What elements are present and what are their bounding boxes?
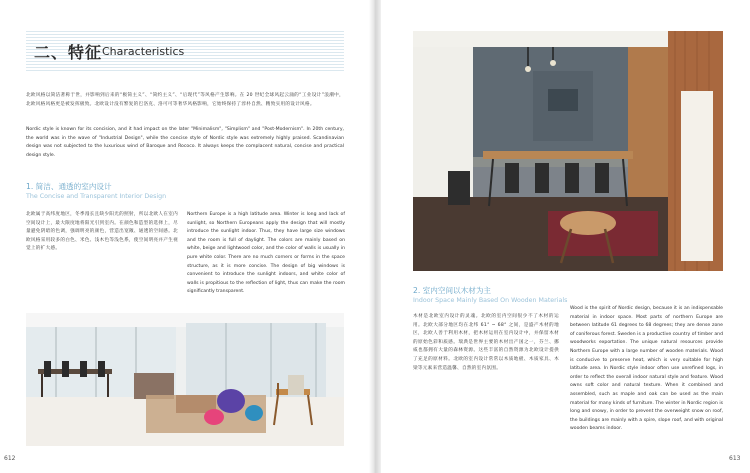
chapter-heading: [26, 31, 344, 73]
page-number-left: 612: [4, 455, 16, 462]
section2-text-cn: 木材是北欧室内设计的灵魂。北欧的室内空间很少不了木材的运用。北欧大部分地区均在北纬 61° ~ 68° 之间，是盛产木材的地区，北欧人善于利用木材，把木材运用在室内设计中，并保留木材的原始色彩和质感。瑞典是世界主要的木材出产国之一，芬兰、挪威也都拥有大量的森林资源。这些丰富的自然资源为北欧设计提供了充足的原材料。北欧的室内设计常常以木质地板、木质家具、木梁等元素来营造温馨、自然的室内氛围。: [413, 314, 559, 371]
chapter-heading-cn: 二、特征: [34, 43, 103, 62]
section1-subtitle: The Concise and Transparent Interior Design: [26, 193, 167, 200]
chapter-heading-en: Characteristics: [102, 45, 185, 58]
section1-text-cn: 北欧属于高纬度地区，冬季漫长且缺少阳光的照射，所以北欧人在室内空间设计上，最大限度地将阳光引到室内。在颜色和造型的选择上，尽量避免阴暗的色调，强调明亮的颜色，营造出宽敞、通透的空间感。北欧风格采用较多的白色、米色、浅木色等浅色系，使空间明亮并产生视觉上的扩大感。: [26, 212, 178, 252]
right-page: [381, 0, 750, 473]
section1-text-en: Northern Europe is a high latitude area. Winter is long and lack of sunlight, so Northern Europeans apply the design that will mostly introduce the sunlight indoor. Thus, they have large size windows and the room is full of daylight. The colors are mainly based on white, beige and lightwood color, and the color of walls is usually in pure white color. There are no much corners or forms in the space structure, as it is more concise. The design of big windows is convenient to introduce the sunlight indoors, and white color of walls is propitious to the reflection of light, thus can make the room significantly transparent.: [187, 212, 345, 295]
page-number-right: 613: [729, 455, 741, 462]
section2-text-en: Wood is the spirit of Nordic design, because it is an indispensable material in indoor space. Most parts of northern Europe are between latitude 61 degrees to 68 degrees; they are dense zone of coniferous forest. Sweden is a productive country of timber and woodworks exportation. The unique natural resources provide Northern Europe with a large number of wooden materials. Wood is conducive to preserve heat, which is very suitable for high latitude area. In Nordic style indoor often use unrefined logs, in order to reflect the overall indoor natural style and feature. Wood owns soft color and natural texture. When it combined and assembled, such as maple and oak can be used as the main material for many kinds of furniture. The winter in Nordic region is long and snowy, in order to prevent the overweight snow on roof, the buildings are mainly with a spire, slope roof, and with original wooden beams indoor.: [570, 306, 723, 432]
section2-subtitle: Indoor Space Mainly Based On Wooden Materials: [413, 297, 568, 304]
living-room-photo: [26, 313, 344, 446]
intro-text-cn: 北欧风格以简洁著称于世，并影响到后来的“极简主义”、“简约主义”、“后现代”等风格产生影响。在 20 世纪全球风起云涌的“工业设计”浪潮中，北欧风格风格更是被发挥极致。北欧设计没有繁复的巴洛克、洛可可等奢华风格影响，它始终保持了淳朴自然、精致实用的设计风格。: [26, 93, 344, 107]
book-gutter: [369, 0, 381, 473]
intro-text-en: Nordic style is known for its concision, and it had impact on the later "Minimalism", "Simplism" and "Post-Modernism". In 20th century, the world was in the wave of "Industrial Design", while the concise style of Nordic style was extremely highly praised. Scandinavian design was not subjected to the luxurious wind of Baroque and Rococo. It always keeps the complacent natural, concise and practical design style.: [26, 127, 344, 158]
section1-title: 1. 简洁、通透的室内设计: [26, 182, 112, 191]
kitchen-dining-photo: [413, 31, 723, 271]
section2-title: 2. 室内空间以木材为主: [413, 286, 492, 295]
left-page: [0, 0, 369, 473]
